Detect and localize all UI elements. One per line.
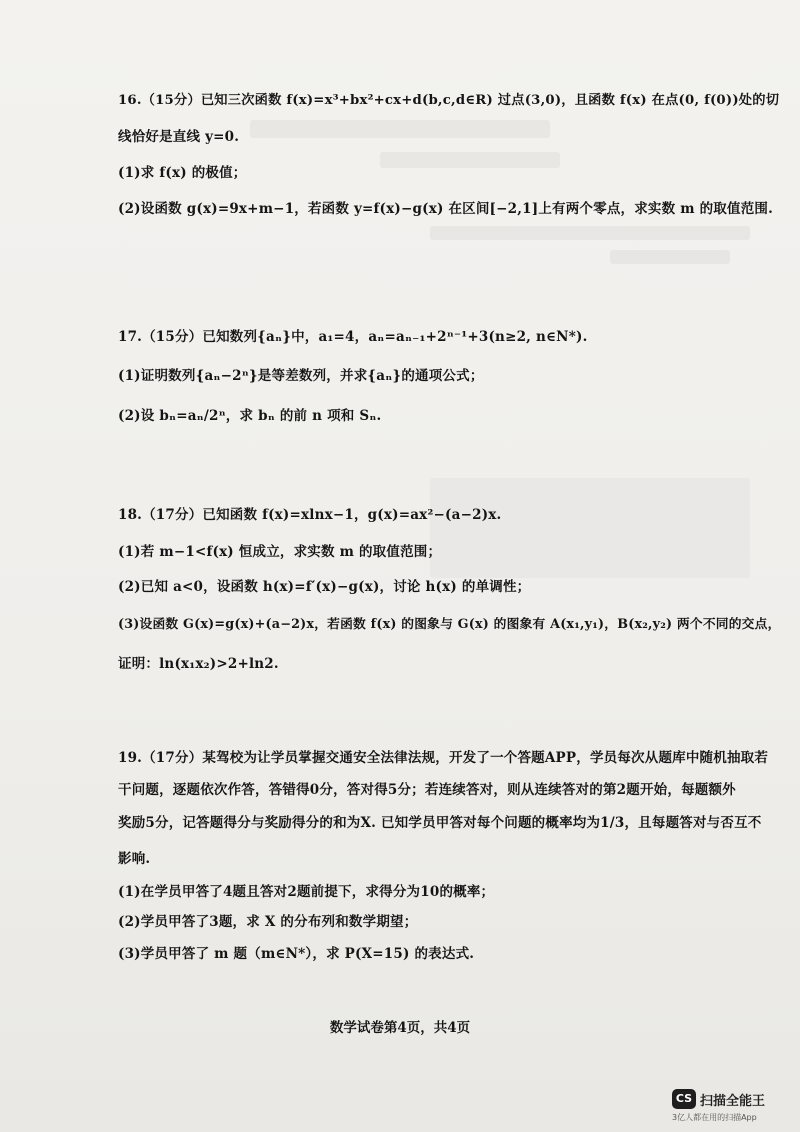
question-18-proof: 证明：ln(x₁x₂)>2+ln2.: [118, 656, 279, 672]
question-19-line-2: 干问题，逐题依次作答，答错得0分，答对得5分；若连续答对，则从连续答对的第2题开始，每题额外: [118, 782, 736, 798]
question-18-line-1: 18.（17分）已知函数 f(x)=xlnx−1，g(x)=ax²−(a−2)x.: [118, 507, 502, 523]
scanner-watermark: [672, 1087, 784, 1125]
question-16-part-1: (1)求 f(x) 的极值；: [118, 165, 247, 181]
bleed-through: [250, 120, 550, 138]
question-18-part-3: (3)设函数 G(x)=g(x)+(a−2)x，若函数 f(x) 的图象与 G(x) 的图象有 A(x₁,y₁)，B(x₂,y₂) 两个不同的交点，: [118, 617, 781, 632]
question-17-line-1: 17.（15分）已知数列{aₙ}中，a₁=4，aₙ=aₙ₋₁+2ⁿ⁻¹+3(n≥2, n∈N*).: [118, 329, 588, 345]
question-19-line-4: 影响.: [118, 851, 151, 867]
camscanner-logo-icon: CS: [672, 1089, 696, 1109]
watermark-app-name: 扫描全能王: [700, 1094, 766, 1109]
question-19-part-2: (2)学员甲答了3题，求 X 的分布列和数学期望；: [118, 914, 418, 930]
question-17-part-2: (2)设 bₙ=aₙ/2ⁿ，求 bₙ 的前 n 项和 Sₙ.: [118, 408, 382, 424]
question-16-part-2: (2)设函数 g(x)=9x+m−1，若函数 y=f(x)−g(x) 在区间[−2,1]上有两个零点，求实数 m 的取值范围.: [118, 201, 774, 217]
question-16-line-2: 线恰好是直线 y=0.: [118, 129, 240, 145]
bleed-through: [610, 250, 730, 264]
question-18-part-1: (1)若 m−1<f(x) 恒成立，求实数 m 的取值范围；: [118, 544, 442, 560]
question-19-line-1: 19.（17分）某驾校为让学员掌握交通安全法律法规，开发了一个答题APP，学员每次从题库中随机抽取若: [118, 750, 769, 766]
bleed-through: [430, 226, 750, 240]
bleed-through: [430, 478, 750, 578]
question-16-line-1: 16.（15分）已知三次函数 f(x)=x³+bx²+cx+d(b,c,d∈R) 过点(3,0)，且函数 f(x) 在点(0, f(0))处的切: [118, 93, 780, 108]
question-19-part-1: (1)在学员甲答了4题且答对2题前提下，求得分为10的概率；: [118, 884, 495, 900]
question-18-part-2: (2)已知 a<0，设函数 h(x)=f′(x)−g(x)，讨论 h(x) 的单调性；: [118, 579, 531, 595]
bleed-through: [380, 152, 560, 168]
question-19-line-3: 奖励5分，记答题得分与奖励得分的和为X. 已知学员甲答对每个问题的概率均为1/3，且每题答对与否互不: [118, 815, 762, 831]
watermark-tagline: 3亿人都在用的扫描App: [672, 1113, 757, 1122]
question-19-part-3: (3)学员甲答了 m 题（m∈N*），求 P(X=15) 的表达式.: [118, 946, 475, 962]
question-17-part-1: (1)证明数列{aₙ−2ⁿ}是等差数列，并求{aₙ}的通项公式；: [118, 368, 484, 384]
page-footer: 数学试卷第4页，共4页: [329, 1020, 471, 1036]
